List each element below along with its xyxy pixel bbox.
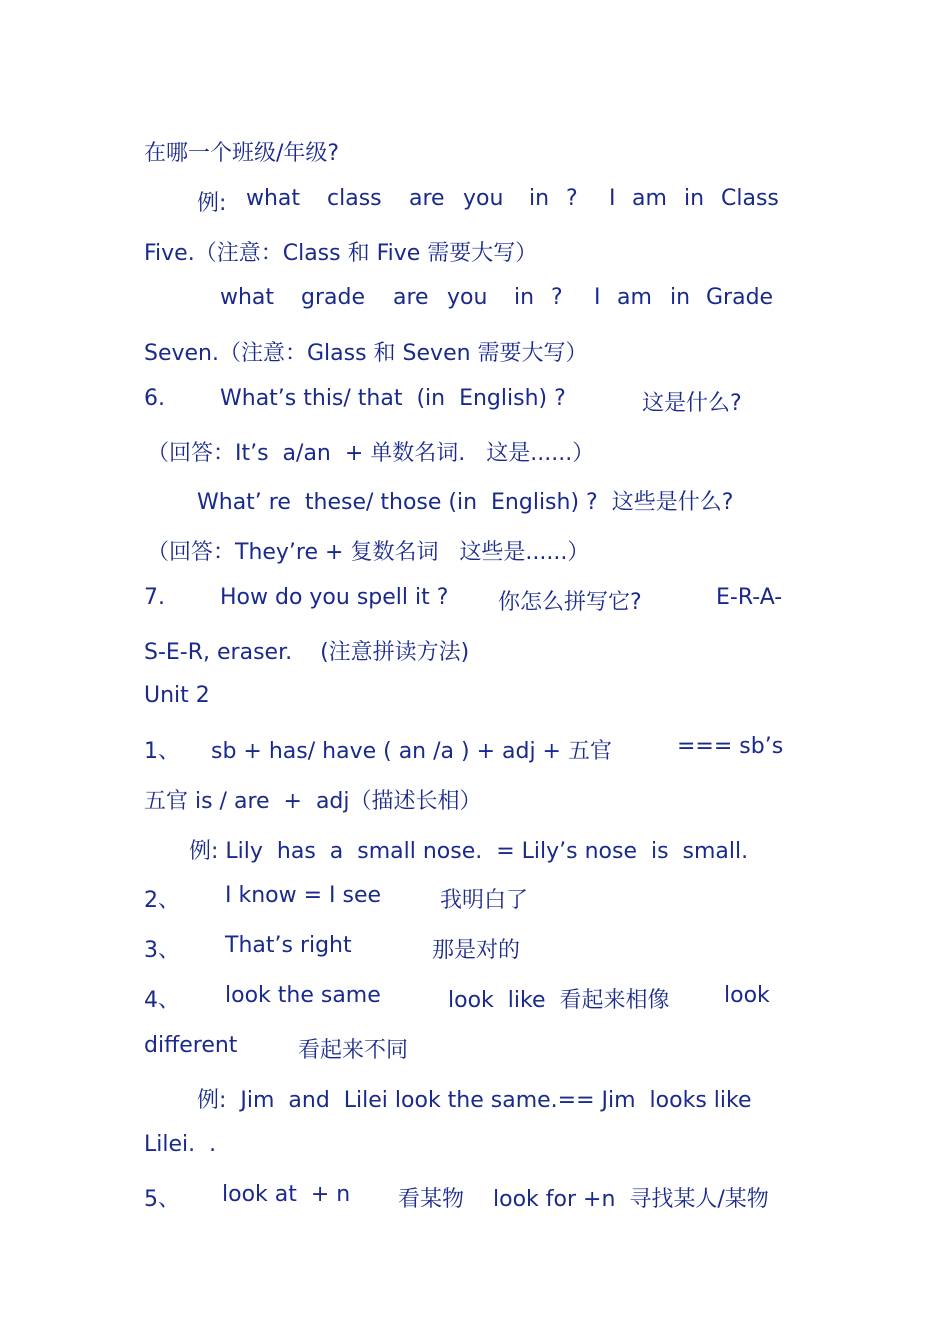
text-line bbox=[0, 386, 950, 426]
text-segment: class bbox=[327, 186, 382, 211]
text-segment: 五官 is / are + adj（描述长相） bbox=[144, 789, 482, 814]
text-segment: 6. bbox=[144, 386, 165, 411]
text-line bbox=[0, 436, 950, 476]
text-segment: That’s right bbox=[225, 933, 352, 958]
text-segment: 这是什么? bbox=[642, 391, 742, 416]
text-segment: 4、 bbox=[144, 988, 180, 1013]
text-line bbox=[0, 883, 950, 923]
text-segment: ? bbox=[566, 186, 578, 211]
text-segment: 5、 bbox=[144, 1187, 180, 1212]
text-segment: 看起来不同 bbox=[298, 1038, 409, 1063]
text-segment: sb + has/ have ( an /a ) + adj + 五官 bbox=[211, 739, 612, 764]
text-segment: 在哪一个班级/年级? bbox=[144, 141, 340, 166]
text-segment: what bbox=[220, 285, 275, 310]
text-segment: 我明白了 bbox=[440, 888, 529, 913]
text-line bbox=[0, 585, 950, 625]
text-line bbox=[0, 535, 950, 575]
text-segment: I know = I see bbox=[225, 883, 382, 908]
text-segment: 7. bbox=[144, 585, 165, 610]
text-segment: （回答：It’s a/an + 单数名词. 这是......） bbox=[147, 441, 595, 466]
text-segment: what bbox=[246, 186, 301, 211]
text-line bbox=[0, 236, 950, 276]
text-segment: in bbox=[670, 285, 691, 310]
text-line bbox=[0, 933, 950, 973]
text-segment: Lilei. . bbox=[144, 1132, 217, 1157]
text-segment: What’s this/ that (in English) ? bbox=[220, 386, 566, 411]
text-segment: E-R-A- bbox=[716, 585, 783, 610]
text-segment: look at + n bbox=[222, 1182, 351, 1207]
text-segment: 2、 bbox=[144, 888, 180, 913]
text-line bbox=[0, 834, 950, 874]
text-line bbox=[0, 635, 950, 675]
unit-heading: Unit 2 bbox=[144, 683, 210, 708]
text-segment: I bbox=[609, 186, 616, 211]
text-segment: Seven.（注意：Glass 和 Seven 需要大写） bbox=[144, 341, 588, 366]
text-segment: am bbox=[617, 285, 652, 310]
text-segment: I bbox=[594, 285, 601, 310]
text-segment: 那是对的 bbox=[432, 938, 521, 963]
text-segment: 你怎么拼写它? bbox=[498, 590, 642, 615]
text-segment: === sb’s bbox=[677, 734, 784, 759]
text-segment: you bbox=[463, 186, 504, 211]
text-segment: Class bbox=[721, 186, 779, 211]
text-line bbox=[0, 683, 950, 723]
text-line bbox=[0, 1132, 950, 1172]
text-line bbox=[0, 784, 950, 824]
text-segment: Five.（注意：Class 和 Five 需要大写） bbox=[144, 241, 538, 266]
text-segment: Grade bbox=[706, 285, 774, 310]
text-segment: 1、 bbox=[144, 739, 180, 764]
text-segment: look bbox=[724, 983, 770, 1008]
text-segment: How do you spell it ? bbox=[220, 585, 449, 610]
text-segment: 例: bbox=[197, 191, 227, 216]
text-line bbox=[0, 285, 950, 325]
text-segment: in bbox=[684, 186, 705, 211]
text-line bbox=[0, 485, 950, 525]
text-line bbox=[0, 983, 950, 1023]
text-segment: are bbox=[393, 285, 429, 310]
text-segment: ? bbox=[551, 285, 563, 310]
text-segment: am bbox=[632, 186, 667, 211]
text-line bbox=[0, 1083, 950, 1123]
text-line bbox=[0, 734, 950, 774]
text-segment: look like 看起来相像 bbox=[448, 988, 670, 1013]
text-line bbox=[0, 186, 950, 226]
text-segment: different bbox=[144, 1033, 238, 1058]
text-line bbox=[0, 136, 950, 176]
text-segment: （回答：They’re + 复数名词 这些是......） bbox=[147, 540, 590, 565]
text-line bbox=[0, 1182, 950, 1222]
text-line bbox=[0, 336, 950, 376]
text-segment: are bbox=[409, 186, 445, 211]
text-segment: you bbox=[447, 285, 488, 310]
text-segment: grade bbox=[301, 285, 365, 310]
text-segment: What’ re these/ those (in English) ? 这些是什么? bbox=[197, 490, 734, 515]
text-segment: look the same bbox=[225, 983, 381, 1008]
text-segment: 3、 bbox=[144, 938, 180, 963]
text-line bbox=[0, 1033, 950, 1073]
text-segment: look for +n 寻找某人/某物 bbox=[493, 1187, 769, 1212]
text-segment: 例: Jim and Lilei look the same.== Jim looks like bbox=[197, 1088, 752, 1113]
text-segment: 看某物 bbox=[398, 1187, 465, 1212]
text-segment: in bbox=[529, 186, 550, 211]
text-segment: S-E-R, eraser. (注意拼读方法) bbox=[144, 640, 470, 665]
text-segment: in bbox=[514, 285, 535, 310]
text-segment: 例: Lily has a small nose. = Lily’s nose is small. bbox=[189, 839, 749, 864]
